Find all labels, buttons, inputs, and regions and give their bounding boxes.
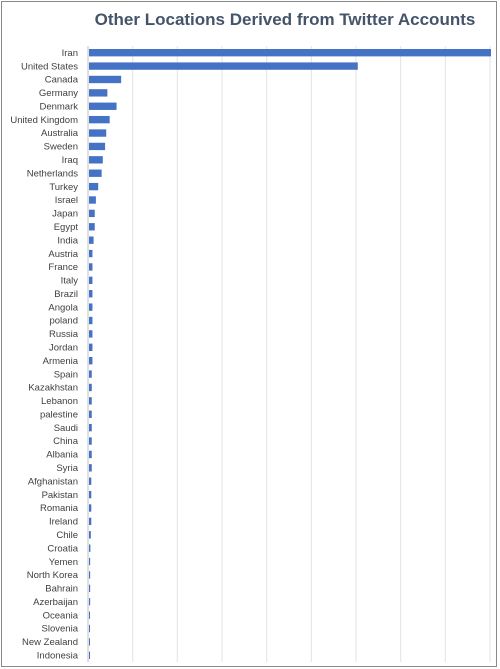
category-label: Oceania: [42, 610, 78, 622]
bar-iraq: [89, 156, 103, 163]
category-label: Austria: [48, 248, 78, 260]
bar-italy: [89, 277, 92, 284]
bar-angola: [89, 303, 92, 310]
category-label: poland: [49, 315, 78, 327]
bar-brazil: [89, 290, 92, 297]
category-label: Kazakhstan: [28, 382, 78, 394]
category-label: Pakistan: [41, 489, 78, 501]
category-label: United Kingdom: [10, 114, 78, 126]
category-label: Yemen: [48, 556, 78, 568]
category-label: Israel: [54, 195, 78, 207]
category-label: Chile: [56, 529, 78, 541]
bar-jordan: [89, 344, 92, 351]
category-label: Angola: [48, 302, 78, 314]
bar-germany: [89, 89, 107, 96]
category-label: Iran: [61, 47, 78, 59]
bar-chile: [89, 531, 91, 538]
category-label: palestine: [39, 409, 78, 421]
category-label: Netherlands: [26, 168, 78, 180]
bar-france: [89, 263, 92, 270]
category-label: Lebanon: [41, 396, 78, 408]
bar-romania: [89, 504, 91, 511]
bar-austria: [89, 250, 92, 257]
category-label: Turkey: [49, 181, 78, 193]
bar-bahrain: [89, 585, 90, 592]
bar-afghanistan: [89, 478, 91, 485]
category-label: United States: [20, 61, 78, 73]
bar-canada: [89, 76, 121, 83]
bar-india: [89, 236, 94, 243]
bar-yemen: [89, 558, 90, 565]
bar-japan: [89, 210, 95, 217]
category-label: Australia: [41, 128, 78, 140]
bar-saudi: [89, 424, 92, 431]
category-label: France: [48, 262, 78, 274]
bar-indonesia: [89, 652, 90, 659]
bar-pakistan: [89, 491, 91, 498]
category-labels: [10, 48, 78, 662]
category-label: Italy: [60, 275, 78, 287]
bar-egypt: [89, 223, 95, 230]
bar-sweden: [89, 143, 105, 150]
category-label: Romania: [39, 503, 78, 515]
category-label: Armenia: [42, 355, 78, 367]
bar-united-kingdom: [89, 116, 110, 123]
bar-australia: [89, 129, 106, 136]
bar-denmark: [89, 103, 117, 110]
bar-netherlands: [89, 170, 102, 177]
category-label: Brazil: [54, 288, 78, 300]
category-label: Spain: [53, 369, 78, 381]
bar-series: [89, 49, 491, 659]
category-label: China: [53, 436, 78, 448]
category-label: North Korea: [26, 570, 78, 582]
category-label: Saudi: [53, 422, 78, 434]
bar-iran: [89, 49, 491, 56]
category-label: Japan: [52, 208, 78, 220]
bar-turkey: [89, 183, 98, 190]
bar-syria: [89, 464, 92, 471]
category-label: Egypt: [53, 221, 78, 233]
category-label: Afghanistan: [27, 476, 78, 488]
category-label: Albania: [46, 449, 78, 461]
category-label: Bahrain: [45, 583, 78, 595]
category-label: Jordan: [48, 342, 78, 354]
category-label: India: [57, 235, 78, 247]
bar-slovenia: [89, 625, 90, 632]
bar-azerbaijan: [89, 598, 90, 605]
category-label: Canada: [44, 74, 78, 86]
category-label: Azerbaijan: [33, 596, 78, 608]
bar-armenia: [89, 357, 92, 364]
bar-china: [89, 437, 92, 444]
bar-new-zealand: [89, 638, 90, 645]
bar-albania: [89, 451, 92, 458]
bar-russia: [89, 330, 92, 337]
bar-israel: [89, 196, 96, 203]
category-label: Iraq: [61, 155, 78, 167]
bar-palestine: [89, 411, 92, 418]
bar-lebanon: [89, 397, 92, 404]
category-label: Ireland: [48, 516, 78, 528]
category-label: New Zealand: [22, 637, 78, 649]
bar-north-korea: [89, 571, 90, 578]
chart-title: Other Locations Derived from Twitter Accounts: [94, 10, 476, 29]
category-label: Croatia: [47, 543, 78, 555]
category-label: Sweden: [43, 141, 78, 153]
category-label: Indonesia: [36, 650, 78, 662]
bar-poland: [89, 317, 92, 324]
gridlines: [88, 46, 490, 662]
bar-kazakhstan: [89, 384, 92, 391]
category-label: Germany: [38, 88, 78, 100]
category-label: Slovenia: [41, 623, 78, 635]
bar-oceania: [89, 611, 90, 618]
category-label: Denmark: [39, 101, 78, 113]
category-label: Syria: [56, 463, 78, 475]
bar-ireland: [89, 518, 91, 525]
bar-united-states: [89, 62, 358, 69]
bar-croatia: [89, 544, 90, 551]
category-label: Russia: [48, 329, 78, 341]
bar-spain: [89, 370, 92, 377]
